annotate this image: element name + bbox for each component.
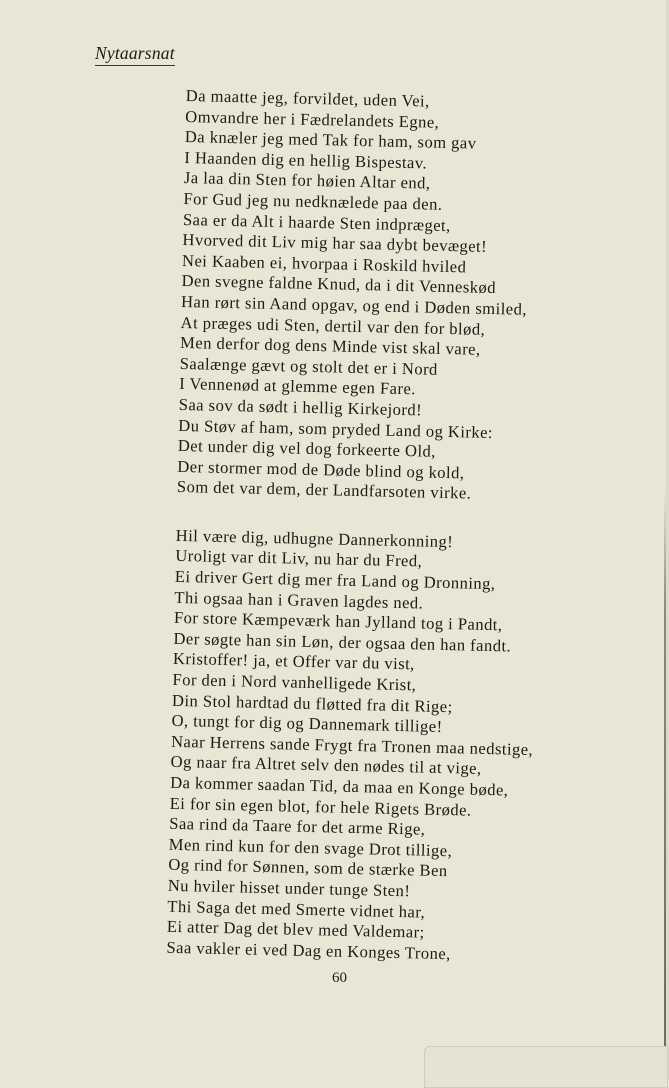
poem-line: Den svegne faldne Knud, da i dit Venneskød (181, 271, 497, 298)
poem-line: Ei for sin egen blot, for hele Rigets Brøde. (169, 793, 472, 820)
poem-body (166, 86, 616, 968)
poem-line: Saa rind da Taare for det arme Rige, (169, 814, 426, 839)
bottom-scan-tab (424, 1046, 668, 1088)
poem-line: Ei atter Dag det blev med Valdemar; (166, 916, 425, 942)
poem-line: Da maatte jeg, forvildet, uden Vei, (185, 86, 430, 111)
poem-line: Han rørt sin Aand opgav, og end i Døden smiled, (180, 291, 528, 319)
poem-line: For store Kæmpeværk han Jylland tog i Pandt, (173, 608, 503, 635)
poem-line: Nu hviler hisset under tunge Sten! (167, 875, 411, 901)
poem-line: Der søgte han sin Løn, der ogsaa den han fandt. (173, 628, 512, 656)
poem-line: Saalænge gævt og stolt det er i Nord (179, 353, 439, 379)
poem-line: Som det var dem, der Landfarsoten virke. (176, 477, 472, 503)
poem-line: Saa sov da sødt i hellig Kirkejord! (178, 394, 423, 420)
poem-line: Uroligt var dit Liv, nu har du Fred, (175, 546, 423, 571)
poem-line: Ja laa din Sten for høien Altar end, (183, 168, 431, 193)
poem-line: Du Støv af ham, som pryded Land og Kirke: (178, 415, 494, 442)
poem-line: Naar Herrens sande Frygt fra Tronen maa nedstige, (170, 731, 534, 759)
poem-line: Omvandre her i Fædrelandets Egne, (185, 106, 440, 132)
poem-line: Thi ogsaa han i Graven lagdes ned. (174, 587, 424, 613)
running-head: Nytaarsnat (95, 43, 175, 66)
poem-line: For den i Nord vanhelligede Krist, (172, 669, 417, 695)
page-edge-line (664, 490, 666, 1080)
poem-line: Men rind kun for den svage Drot tillige, (168, 834, 453, 861)
poem-line: Kristoffer! ja, et Offer var du vist, (172, 649, 415, 674)
poem-line: Og naar fra Altret selv den nødes til at vige, (170, 752, 482, 779)
poem-line: O, tungt for dig og Dannemark tillige! (171, 711, 443, 737)
poem-line: Men derfor dog dens Minde vist skal vare, (179, 333, 481, 359)
stanza (166, 526, 606, 968)
poem-line: Da kommer saadan Tid, da maa en Konge bøde, (169, 772, 509, 800)
poem-line: I Haanden dig en hellig Bispestav. (184, 147, 428, 173)
poem-line: I Vennenød at glemme egen Fare. (179, 374, 417, 399)
poem-line: Da knæler jeg med Tak for ham, som gav (184, 127, 477, 153)
poem-line: Nei Kaaben ei, hvorpaa i Roskild hviled (181, 250, 467, 277)
page-number: 60 (332, 970, 347, 986)
poem-line: Hil være dig, udhugne Dannerkonning! (175, 525, 454, 552)
poem-line: Thi Saga det med Smerte vidnet har, (167, 896, 426, 922)
poem-line: Hvorved dit Liv mig har saa dybt bevæget! (182, 230, 488, 257)
poem-line: Det under dig vel dog forkeerte Old, (177, 436, 437, 461)
poem-line: Og rind for Sønnen, som de stærke Ben (168, 855, 448, 881)
poem-line: Der stormer mod de Døde blind og kold, (177, 456, 465, 483)
poem-line: Ei driver Gert dig mer fra Land og Dronning, (174, 566, 496, 594)
poem-line: Saa er da Alt i haarde Sten indpræget, (182, 209, 451, 235)
poem-line: At præges udi Sten, dertil var den for blød, (180, 312, 486, 339)
poem-line: Saa vakler ei ved Dag en Konges Trone, (166, 937, 451, 963)
poem-line: Din Stol hardtad du fløtted fra dit Rige; (171, 690, 453, 716)
poem-line: For Gud jeg nu nedknælede paa den. (183, 188, 443, 214)
stanza (177, 86, 616, 508)
